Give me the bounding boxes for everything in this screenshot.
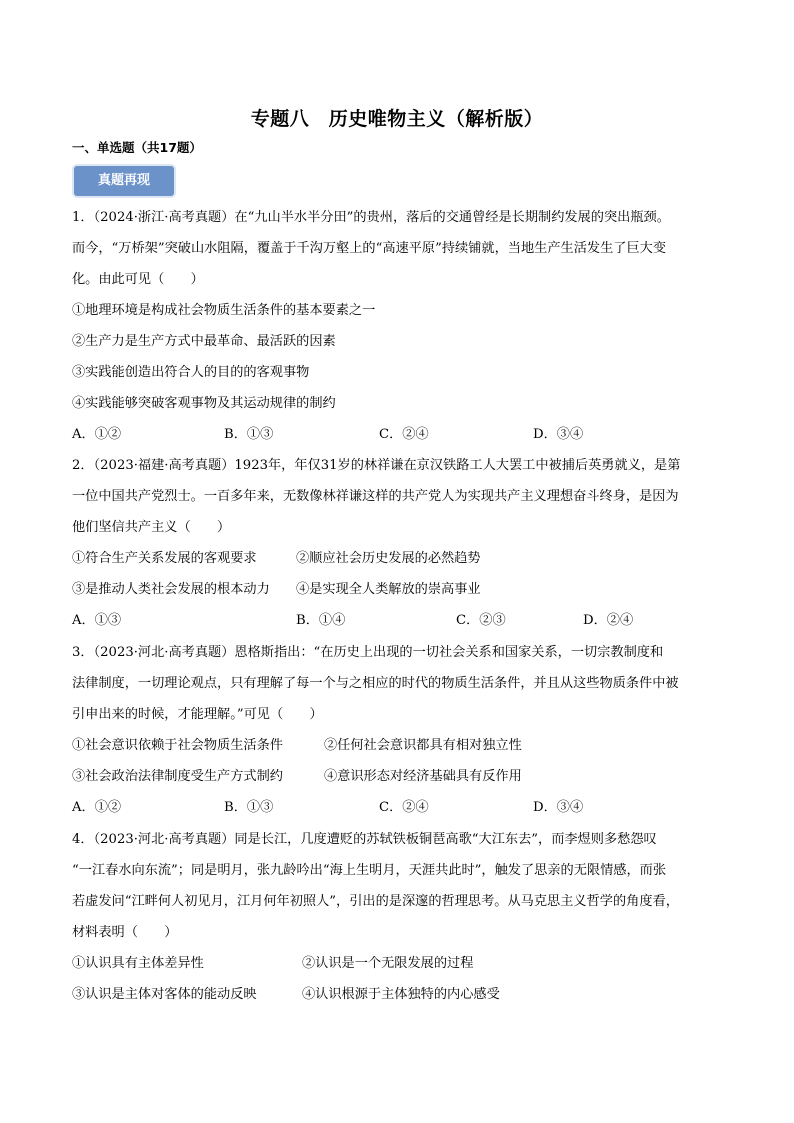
question-2-option-d: D．②④ [583, 613, 634, 628]
question-3-statement-1: ①社会意识依赖于社会物质生活条件 [72, 738, 283, 753]
question-4-stem-line-3: 若虚发问“江畔何人初见月，江月何年初照人”，引出的是深邃的哲理思考。从马克思主义哲学的角度看， [72, 894, 679, 909]
question-3-statement-4: ④意识形态对经济基础具有反作用 [324, 769, 522, 784]
question-2-statement-4: ④是实现全人类解放的崇高事业 [296, 582, 481, 597]
question-2-statement-3: ③是推动人类社会发展的根本动力 [72, 582, 270, 597]
question-3-option-b: B．①③ [224, 800, 274, 815]
question-1-option-d: D．③④ [533, 427, 584, 442]
question-4-statement-2: ②认识是一个无限发展的过程 [302, 956, 474, 971]
question-2-statement-1: ①符合生产关系发展的客观要求 [72, 551, 257, 566]
question-1-option-b: B．①③ [224, 427, 274, 442]
question-3-option-a: A．①② [72, 800, 122, 815]
question-4-statement-1: ①认识具有主体差异性 [72, 956, 204, 971]
question-4-stem-line-4: 材料表明（ ） [72, 925, 178, 940]
question-4-statement-3: ③认识是主体对客体的能动反映 [72, 987, 257, 1002]
question-3-statement-2: ②任何社会意识都具有相对独立性 [324, 738, 522, 753]
question-2-stem-line-3: 他们坚信共产主义（ ） [72, 520, 231, 535]
question-1-statement-2: ②生产力是生产方式中最革命、最活跃的因素 [72, 334, 336, 349]
question-4-stem-line-1: 4．（2023·河北·高考真题）同是长江，几度遭贬的苏轼铁板铜琶高歌“大江东去”，而李煜则多愁怨叹 [72, 832, 657, 847]
question-3-option-d: D．③④ [533, 800, 584, 815]
question-2-statement-2: ②顺应社会历史发展的必然趋势 [296, 551, 481, 566]
question-1-statement-4: ④实践能够突破客观事物及其运动规律的制约 [72, 396, 336, 411]
question-1-stem-line-1: 1．（2024·浙江·高考真题）在“九山半水半分田”的贵州，落后的交通曾经是长期制约发展的突出瓶颈。 [72, 210, 670, 225]
question-2-option-b: B．①④ [296, 613, 346, 628]
question-1-statement-1: ①地理环境是构成社会物质生活条件的基本要素之一 [72, 303, 376, 318]
question-1-stem-line-2: 而今，“万桥架”突破山水阻隔，覆盖于千沟万壑上的“高速平原”持续铺就，当地生产生活发生了巨大变 [72, 241, 667, 256]
section-heading: 一、单选题（共17题） [72, 140, 202, 155]
question-2-stem-line-2: 一位中国共产党烈士。一百多年来，无数像林祥谦这样的共产党人为实现共产主义理想奋斗终身，是因为 [72, 489, 679, 504]
question-1-statement-3: ③实践能创造出符合人的目的的客观事物 [72, 365, 310, 380]
question-3-stem-line-1: 3．（2023·河北·高考真题）恩格斯指出：“在历史上出现的一切社会关系和国家关系，一切宗教制度和 [72, 645, 664, 660]
question-2-stem-line-1: 2．（2023·福建·高考真题）1923年，年仅31岁的林祥谦在京汉铁路工人大罢工中被捕后英勇就义，是第 [72, 458, 681, 473]
page-title: 专题八 历史唯物主义（解析版） [250, 108, 544, 130]
question-2-option-a: A．①③ [72, 613, 122, 628]
question-4-stem-line-2: “一江春水向东流”；同是明月，张九龄吟出“海上生明月，天涯共此时”，触发了思亲的无限情感，而张 [72, 863, 667, 878]
question-4-statement-4: ④认识根源于主体独特的内心感受 [302, 987, 500, 1002]
question-1-option-c: C．②④ [379, 427, 429, 442]
question-3-stem-line-2: 法律制度，一切理论观点，只有理解了每一个与之相应的时代的物质生活条件，并且从这些物质条件中被 [72, 676, 679, 691]
question-1-option-a: A．①② [72, 427, 122, 442]
section-tag: 真题再现 [74, 166, 174, 196]
question-3-statement-3: ③社会政治法律制度受生产方式制约 [72, 769, 283, 784]
question-3-stem-line-3: 引申出来的时候，才能理解。”可见（ ） [72, 707, 323, 722]
question-1-stem-line-3: 化。由此可见（ ） [72, 272, 204, 287]
question-2-option-c: C．②③ [456, 613, 506, 628]
question-3-option-c: C．②④ [379, 800, 429, 815]
